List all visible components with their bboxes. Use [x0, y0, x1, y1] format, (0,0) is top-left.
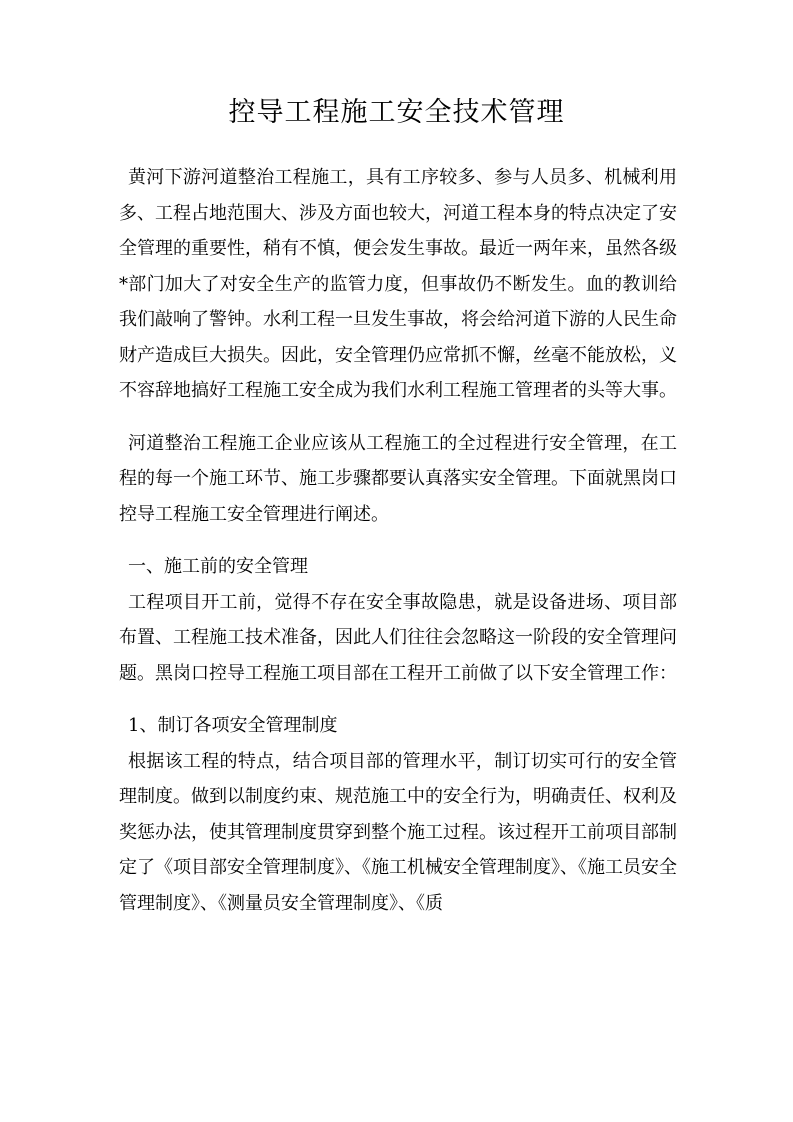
subsection-heading-safety-rules: 1、制订各项安全管理制度 — [128, 715, 338, 736]
section-heading-pre-construction: 一、施工前的安全管理 — [128, 556, 308, 577]
paragraph-safety-rules: 根据该工程的特点，结合项目部的管理水平，制订切实可行的安全管理制度。做到以制度约束、规范施工中的安全行为，明确责任、权利及奖惩办法，使其管理制度贯穿到整个施工过程。该过程开工前项目部制定了《项目部安全管理制度》、《施工机械安全管理制度》、《施工员安全管理制度》、《测量员安全管理制度》、《质 — [119, 750, 677, 914]
paragraph-scope: 河道整治工程施工企业应该从工程施工的全过程进行安全管理，在工程的每一个施工环节、施工步骤都要认真落实安全管理。下面就黑岗口控导工程施工安全管理进行阐述。 — [119, 432, 677, 525]
paragraph-intro: 黄河下游河道整治工程施工，具有工序较多、参与人员多、机械利用多、工程占地范围大、涉及方面也较大，河道工程本身的特点决定了安全管理的重要性，稍有不慎，便会发生事故。最近一两年来，虽然各级*部门加大了对安全生产的监管力度，但事故仍不断发生。血的教训给我们敲响了警钟。水利工程一旦发生事故，将会给河道下游的人民生命财产造成巨大损失。因此，安全管理仍应常抓不懈，丝毫不能放松，义不容辞地搞好工程施工安全成为我们水利工程施工管理者的头等大事。 — [119, 167, 677, 401]
document-title: 控导工程施工安全技术管理 — [228, 97, 565, 128]
document-body — [119, 160, 677, 921]
paragraph-pre-construction: 工程项目开工前，觉得不存在安全事故隐患，就是设备进场、项目部布置、工程施工技术准备，因此人们往往会忽略这一阶段的安全管理问题。黑岗口控导工程施工项目部在工程开工前做了以下安全管理工作： — [119, 591, 677, 684]
